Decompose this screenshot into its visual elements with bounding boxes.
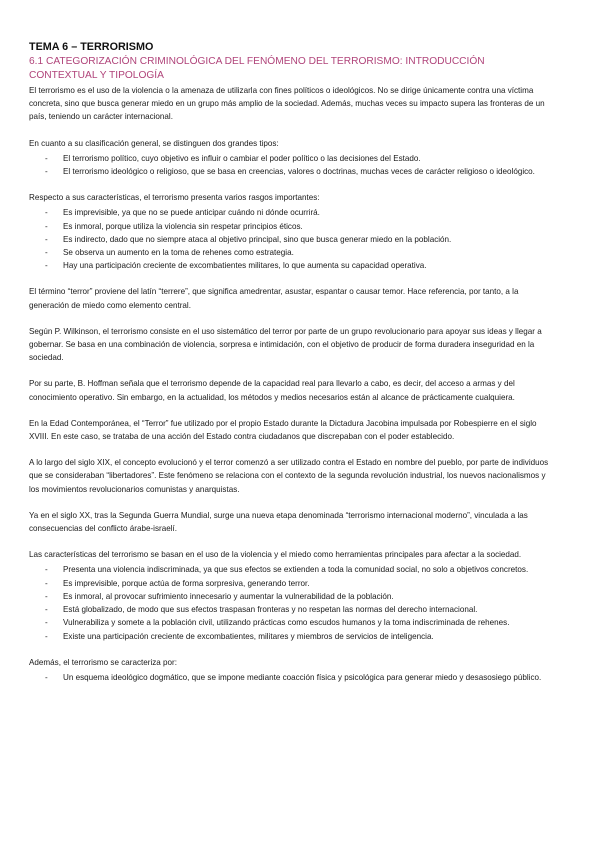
list-item: - Es imprevisible, ya que no se puede anticipar cuándo ni dónde ocurrirá. [29,206,552,219]
features-list [29,206,552,272]
section-heading: 6.1 CATEGORIZACIÓN CRIMINOLÓGICA DEL FENÓMENO DEL TERRORISMO: INTRODUCCIÓN CONTEXTUAL Y TIPOLOGÍA [29,56,485,81]
document-page [29,40,552,697]
characteristics-lead: Las características del terrorismo se basan en el uso de la violencia y el miedo como herramientas principales para afectar a la sociedad. [29,550,522,560]
list-item: - Es indirecto, dado que no siempre ataca al objetivo principal, sino que busca generar miedo en la población. [29,233,552,246]
list-item: - Es inmoral, porque utiliza la violencia sin respetar principios éticos. [29,220,552,233]
additional-lead: Además, el terrorismo se caracteriza por: [29,657,177,667]
list-item: - Es inmoral, al provocar sufrimiento innecesario y aumentar la vulnerabilidad de la población. [29,590,552,603]
list-item: - Presenta una violencia indiscriminada, ya que sus efectos se extienden a toda la comunidad social, no solo a objetivos concretos. [29,563,552,576]
list-item: - Un esquema ideológico dogmático, que se impone mediante coacción física y psicológica para generar miedo y desasosiego público. [29,671,552,684]
paragraph-contemporary: En la Edad Contemporánea, el “Terror” fue utilizado por el propio Estado durante la Dictadura Jacobina impulsada por Robespierre en el siglo XVIII. En este caso, se trataba de una acción del Estado contra ciudadanos que discrepaban con el poder establecido. [29,418,537,442]
list-item: - Es imprevisible, porque actúa de forma sorpresiva, generando terror. [29,577,552,590]
page-title: TEMA 6 – TERRORISMO [29,41,154,53]
list-item: - El terrorismo ideológico o religioso, que se basa en creencias, valores o doctrinas, muchas veces de carácter religioso o ideológico. [29,165,552,178]
list-item: - Hay una participación creciente de excombatientes militares, lo que aumenta su capacidad operativa. [29,259,552,272]
list-item: - Existe una participación creciente de excombatientes, militares y miembros de servicios de inteligencia. [29,630,552,643]
paragraph-hoffman: Por su parte, B. Hoffman señala que el terrorismo depende de la capacidad real para llevarlo a cabo, es decir, del acceso a armas y del conocimiento operativo. Sin embargo, en la actualidad, los métodos y medios necesarios están al alcance de prácticamente cualquiera. [29,379,515,402]
features-lead: Respecto a sus características, el terrorismo presenta varios rasgos importantes: [29,193,320,203]
intro-paragraph: El terrorismo es el uso de la violencia o la amenaza de utilizarla con fines políticos o ideológicos. No se dirige únicamente contra una víctima concreta, sino que busca generar miedo en un grupo más amplio de la sociedad. Además, muchas veces su impacto supera las fronteras de un país, teniendo un carácter internacional. [29,86,545,122]
classification-lead: En cuanto a su clasificación general, se distinguen dos grandes tipos: [29,138,279,148]
paragraph-xix-century: A lo largo del siglo XIX, el concepto evolucionó y el terror comenzó a ser utilizado contra el Estado en nombre del pueblo, por parte de individuos que se consideraban “libertadores”. Este fenómeno se relaciona con el contexto de la segunda revolución industrial, los nuevos nacionalismos y los movimientos revolucionarios comunistas y anarquistas. [29,458,549,494]
list-item: - Vulnerabiliza y somete a la población civil, utilizando prácticas como escudos humanos y la toma indiscriminada de rehenes. [29,616,552,629]
list-item: - El terrorismo político, cuyo objetivo es influir o cambiar el poder político o las decisiones del Estado. [29,152,552,165]
additional-list [29,671,552,684]
list-item: - Está globalizado, de modo que sus efectos traspasan fronteras y no respetan las normas del derecho internacional. [29,603,552,616]
paragraph-etymology: El término “terror” proviene del latín “terrere”, que significa amedrentar, asustar, espantar o causar temor. Hace referencia, por tanto, a la generación de miedo como elemento central. [29,287,519,310]
paragraph-xx-century: Ya en el siglo XX, tras la Segunda Guerra Mundial, surge una nueva etapa denominada “terrorismo internacional moderno”, vinculada a las consecuencias del conflicto árabe-israelí. [29,510,528,534]
classification-list [29,152,552,178]
characteristics-list [29,563,552,642]
list-item: - Se observa un aumento en la toma de rehenes como estrategia. [29,246,552,259]
paragraph-wilkinson: Según P. Wilkinson, el terrorismo consiste en el uso sistemático del terror por parte de un grupo revolucionario para apoyar sus ideas y llegar a gobernar. Se basa en una combinación de violencia, sorpresa e intimidación, con el objetivo de producir de forma duradera inseguridad en la sociedad. [29,326,542,363]
